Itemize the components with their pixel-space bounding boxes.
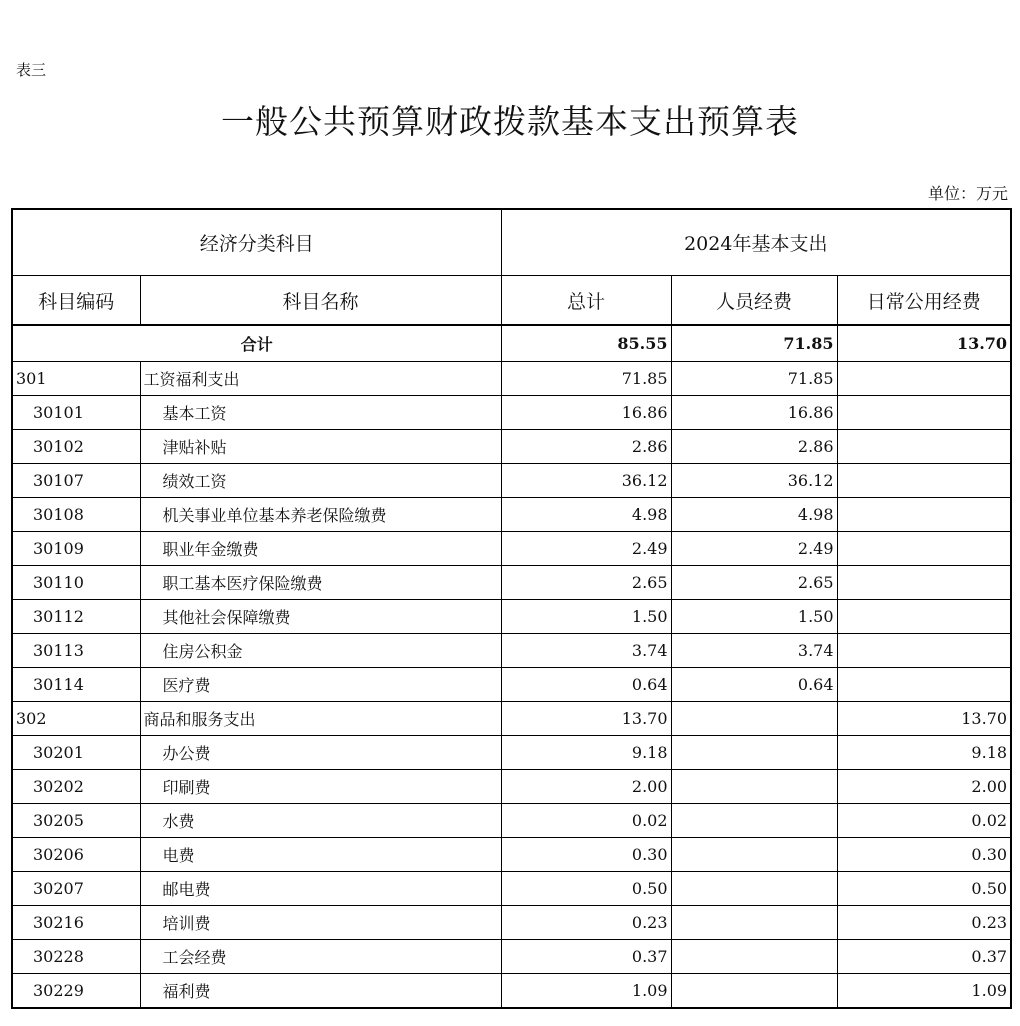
table-row <box>12 464 1011 498</box>
row-subject-code: 30107 <box>12 464 140 498</box>
row-subject-name: 职工基本医疗保险缴费 <box>140 566 501 600</box>
row-subject-code: 30205 <box>12 804 140 838</box>
header-subject-code: 科目编码 <box>12 276 140 326</box>
table-row <box>12 668 1011 702</box>
row-subject-name: 住房公积金 <box>140 634 501 668</box>
table-row <box>12 362 1011 396</box>
total-public: 13.70 <box>837 325 1011 362</box>
row-total: 36.12 <box>501 464 671 498</box>
table-number: 表三 <box>16 61 47 79</box>
row-subject-code: 30202 <box>12 770 140 804</box>
row-subject-code: 302 <box>12 702 140 736</box>
row-personnel-expense: 1.50 <box>671 600 837 634</box>
row-public-expense <box>837 566 1011 600</box>
header-basic-expenditure-2024: 2024年基本支出 <box>501 209 1011 276</box>
row-subject-code: 30229 <box>12 974 140 1009</box>
row-subject-code: 30201 <box>12 736 140 770</box>
row-subject-code: 30102 <box>12 430 140 464</box>
row-subject-code: 30113 <box>12 634 140 668</box>
row-subject-name: 办公费 <box>140 736 501 770</box>
row-public-expense <box>837 668 1011 702</box>
unit-label: 单位：万元 <box>927 184 1008 203</box>
row-total: 2.86 <box>501 430 671 464</box>
row-subject-code: 30206 <box>12 838 140 872</box>
row-subject-name: 津贴补贴 <box>140 430 501 464</box>
row-subject-name: 培训费 <box>140 906 501 940</box>
row-subject-name: 基本工资 <box>140 396 501 430</box>
row-subject-name: 绩效工资 <box>140 464 501 498</box>
row-total: 2.49 <box>501 532 671 566</box>
header-subject-name: 科目名称 <box>140 276 501 326</box>
row-public-expense: 0.23 <box>837 906 1011 940</box>
row-subject-name: 水费 <box>140 804 501 838</box>
row-public-expense <box>837 600 1011 634</box>
row-total: 0.37 <box>501 940 671 974</box>
table-row <box>12 396 1011 430</box>
header-public-expense: 日常公用经费 <box>837 276 1011 326</box>
row-public-expense: 0.37 <box>837 940 1011 974</box>
total-personnel: 71.85 <box>671 325 837 362</box>
budget-table <box>11 208 1012 1009</box>
row-personnel-expense: 4.98 <box>671 498 837 532</box>
row-total: 2.65 <box>501 566 671 600</box>
row-total: 71.85 <box>501 362 671 396</box>
row-subject-name: 电费 <box>140 838 501 872</box>
header-row-group <box>12 209 1011 276</box>
row-public-expense <box>837 362 1011 396</box>
table-row <box>12 940 1011 974</box>
table-row <box>12 906 1011 940</box>
row-personnel-expense: 2.65 <box>671 566 837 600</box>
row-total: 13.70 <box>501 702 671 736</box>
row-personnel-expense: 2.49 <box>671 532 837 566</box>
row-personnel-expense: 2.86 <box>671 430 837 464</box>
table-row <box>12 770 1011 804</box>
table-row <box>12 600 1011 634</box>
row-subject-name: 邮电费 <box>140 872 501 906</box>
page-title: 一般公共预算财政拨款基本支出预算表 <box>221 102 799 141</box>
table-row <box>12 804 1011 838</box>
table-row <box>12 532 1011 566</box>
row-personnel-expense: 3.74 <box>671 634 837 668</box>
table-row <box>12 430 1011 464</box>
row-total: 0.30 <box>501 838 671 872</box>
row-public-expense <box>837 464 1011 498</box>
row-total: 0.23 <box>501 906 671 940</box>
budget-table-body <box>12 209 1011 1008</box>
row-total: 9.18 <box>501 736 671 770</box>
row-personnel-expense: 16.86 <box>671 396 837 430</box>
row-personnel-expense <box>671 736 837 770</box>
row-public-expense <box>837 532 1011 566</box>
row-public-expense: 0.02 <box>837 804 1011 838</box>
row-subject-code: 30108 <box>12 498 140 532</box>
row-public-expense <box>837 396 1011 430</box>
row-personnel-expense: 71.85 <box>671 362 837 396</box>
header-economic-classification: 经济分类科目 <box>12 209 501 276</box>
row-personnel-expense <box>671 940 837 974</box>
row-subject-code: 30216 <box>12 906 140 940</box>
table-row <box>12 498 1011 532</box>
row-total: 1.09 <box>501 974 671 1009</box>
table-row <box>12 872 1011 906</box>
total-amount: 85.55 <box>501 325 671 362</box>
header-personnel-expense: 人员经费 <box>671 276 837 326</box>
row-subject-name: 商品和服务支出 <box>140 702 501 736</box>
row-subject-name: 工会经费 <box>140 940 501 974</box>
row-total: 0.02 <box>501 804 671 838</box>
row-public-expense: 1.09 <box>837 974 1011 1009</box>
row-total: 16.86 <box>501 396 671 430</box>
row-total: 2.00 <box>501 770 671 804</box>
header-row-columns <box>12 276 1011 326</box>
row-public-expense: 2.00 <box>837 770 1011 804</box>
row-personnel-expense: 36.12 <box>671 464 837 498</box>
row-public-expense <box>837 634 1011 668</box>
row-subject-name: 其他社会保障缴费 <box>140 600 501 634</box>
table-row <box>12 736 1011 770</box>
header-total: 总计 <box>501 276 671 326</box>
row-personnel-expense <box>671 804 837 838</box>
total-row <box>12 325 1011 362</box>
row-subject-code: 301 <box>12 362 140 396</box>
table-row <box>12 974 1011 1009</box>
row-subject-name: 工资福利支出 <box>140 362 501 396</box>
row-personnel-expense <box>671 702 837 736</box>
row-total: 4.98 <box>501 498 671 532</box>
row-personnel-expense <box>671 770 837 804</box>
row-personnel-expense <box>671 872 837 906</box>
row-total: 3.74 <box>501 634 671 668</box>
row-subject-code: 30110 <box>12 566 140 600</box>
table-row <box>12 702 1011 736</box>
row-public-expense: 0.50 <box>837 872 1011 906</box>
row-public-expense <box>837 498 1011 532</box>
row-subject-code: 30101 <box>12 396 140 430</box>
row-public-expense <box>837 430 1011 464</box>
row-subject-name: 机关事业单位基本养老保险缴费 <box>140 498 501 532</box>
row-subject-code: 30112 <box>12 600 140 634</box>
row-subject-name: 福利费 <box>140 974 501 1009</box>
row-subject-name: 职业年金缴费 <box>140 532 501 566</box>
row-subject-code: 30207 <box>12 872 140 906</box>
table-row <box>12 566 1011 600</box>
row-personnel-expense <box>671 974 837 1009</box>
row-subject-code: 30109 <box>12 532 140 566</box>
row-personnel-expense <box>671 838 837 872</box>
row-personnel-expense <box>671 906 837 940</box>
row-public-expense: 0.30 <box>837 838 1011 872</box>
row-subject-code: 30114 <box>12 668 140 702</box>
total-label: 合计 <box>12 325 501 362</box>
row-total: 1.50 <box>501 600 671 634</box>
row-subject-name: 医疗费 <box>140 668 501 702</box>
table-row <box>12 634 1011 668</box>
row-public-expense: 13.70 <box>837 702 1011 736</box>
row-subject-code: 30228 <box>12 940 140 974</box>
table-row <box>12 838 1011 872</box>
row-public-expense: 9.18 <box>837 736 1011 770</box>
row-subject-name: 印刷费 <box>140 770 501 804</box>
row-total: 0.50 <box>501 872 671 906</box>
row-total: 0.64 <box>501 668 671 702</box>
row-personnel-expense: 0.64 <box>671 668 837 702</box>
